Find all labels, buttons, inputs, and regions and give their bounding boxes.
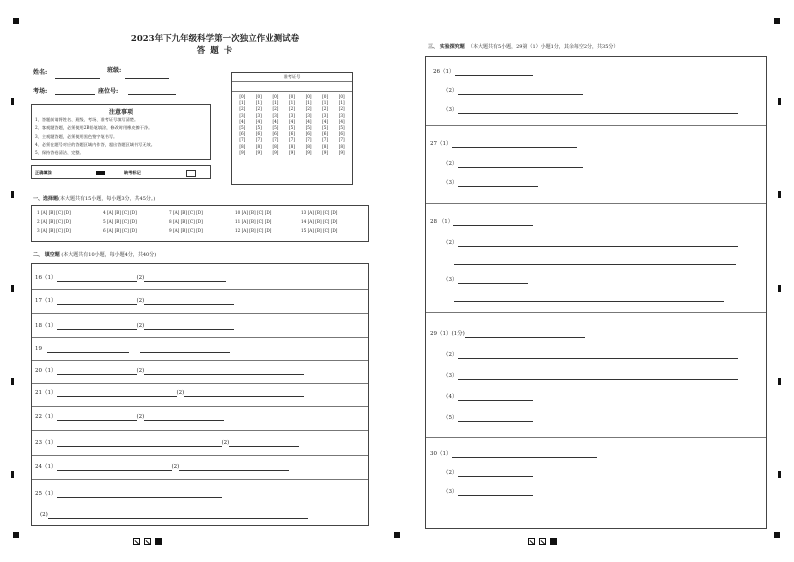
q28-row — [430, 218, 533, 226]
section3-heading: 三、 实验探究题 — [428, 44, 465, 50]
absent-mark-label: 缺考标记 — [124, 170, 141, 175]
part-label: （2） — [443, 470, 458, 476]
exam-id-digit-bubble[interactable]: [2] — [289, 106, 295, 112]
q28-blank3-line2[interactable] — [454, 301, 724, 302]
q26-3-row — [443, 106, 738, 114]
notice-box — [31, 104, 211, 160]
q27-2-row — [443, 160, 583, 168]
part-label: （4） — [443, 394, 458, 400]
exam-id-digit-bubble[interactable]: [7] — [322, 137, 329, 143]
exam-room-field[interactable] — [55, 94, 95, 95]
exam-id-digit-bubble[interactable]: [6] — [289, 131, 295, 137]
page-marker — [528, 531, 557, 550]
exam-id-digit-bubble[interactable]: [5] — [338, 124, 345, 130]
q16-label2: (2) — [136, 275, 145, 281]
q22-blank1[interactable] — [57, 414, 137, 421]
q25-label2: (2) — [40, 512, 48, 518]
timing-mark — [778, 191, 781, 198]
exam-id-digit-bubble[interactable]: [8] — [338, 143, 345, 149]
mcq-question-7[interactable]: 7 [A] [B] [C] [D] — [169, 210, 203, 215]
timing-mark — [778, 98, 781, 105]
q21-label: 21（1） — [35, 390, 57, 396]
q18-row — [35, 322, 234, 330]
q20-label2: (2) — [136, 368, 145, 374]
name-label: 姓名: — [33, 69, 48, 76]
exam-id-digit-bubble[interactable]: [5] — [255, 124, 262, 130]
section2-note: (本大题共有10小题，每小题4分，共40分) — [61, 252, 157, 258]
q22-blank2[interactable] — [144, 414, 224, 421]
exam-id-digit-bubble[interactable]: [3] — [289, 112, 295, 118]
exam-id-digit-bubble[interactable]: [8] — [255, 143, 262, 149]
exam-id-digit-bubble[interactable]: [5] — [305, 124, 312, 130]
exam-id-digit-bubble[interactable]: [1] — [239, 100, 246, 106]
timing-mark — [778, 285, 781, 292]
q22-row — [35, 413, 224, 421]
q25-row — [35, 490, 222, 498]
q27-label: 27（1） — [430, 141, 452, 147]
exam-id-digit-bubble[interactable]: [3] — [305, 112, 312, 118]
section1-heading-line — [33, 195, 155, 202]
exam-id-digit-bubble[interactable]: [0] — [255, 94, 262, 99]
exam-id-digit-bubble[interactable]: [5] — [322, 124, 329, 130]
q24-label: 24（1） — [35, 464, 57, 470]
exam-id-digit-bubble[interactable]: [1] — [289, 100, 295, 106]
exam-id-digit-bubble[interactable]: [6] — [255, 131, 262, 137]
q27-3-row — [443, 179, 538, 187]
exam-id-digit-bubble[interactable]: [3] — [338, 112, 345, 118]
timing-mark — [11, 285, 14, 292]
exam-id-label: 准考证号 — [283, 74, 301, 79]
q29-4-row — [443, 393, 533, 401]
exam-id-digit-bubble[interactable]: [0] — [272, 94, 279, 99]
mcq-question-10[interactable]: 10 [A] [B] [C] [D] — [235, 210, 272, 215]
timing-mark — [778, 471, 781, 478]
exam-id-digit-bubble[interactable]: [8] — [272, 143, 279, 149]
mcq-question-1[interactable]: 1 [A] [B] [C] [D] — [37, 210, 71, 215]
exam-id-digit-bubble[interactable]: [9] — [289, 149, 295, 155]
absent-checkbox[interactable] — [186, 170, 196, 177]
section1-note: (本大题共有15小题，每小题3分，共45分。) — [58, 196, 156, 202]
page-title: 2023年下九年级科学第一次独立作业测试卷 — [130, 34, 300, 44]
q18-blank1[interactable] — [57, 323, 137, 330]
exam-id-digit-bubble[interactable]: [5] — [272, 124, 279, 130]
q18-label: 18（1） — [35, 323, 57, 329]
q29-2-row — [443, 351, 738, 359]
part-label: （3） — [443, 180, 458, 186]
part-label: （3） — [443, 489, 458, 495]
exam-id-digit-bubble[interactable]: [1] — [255, 100, 262, 106]
timing-mark — [11, 471, 14, 478]
corner-mark — [774, 18, 780, 24]
q21-label2: (2) — [176, 390, 185, 396]
exam-id-digit-bubble[interactable]: [4] — [255, 118, 262, 124]
q26-label: 26（1） — [433, 69, 455, 75]
part-label: （2） — [443, 161, 458, 167]
q22-label: 22（1） — [35, 414, 57, 420]
q19-blank1[interactable] — [47, 346, 129, 353]
q30-blank3[interactable] — [458, 489, 533, 496]
exam-id-digit-bubble[interactable]: [8] — [239, 143, 246, 149]
q30-blank1[interactable] — [452, 451, 597, 458]
q18-blank2[interactable] — [144, 323, 234, 330]
q30-row — [430, 450, 597, 458]
q29-blank3[interactable] — [458, 373, 738, 380]
q30-3-row — [443, 488, 533, 496]
exam-id-digit-bubble[interactable]: [6] — [239, 131, 246, 137]
part-label: （5） — [443, 415, 458, 421]
q23-blank2[interactable] — [229, 440, 299, 447]
q28-blank2[interactable] — [458, 240, 738, 247]
corner-mark — [394, 532, 400, 538]
q25b-row — [40, 511, 308, 519]
mcq-question-12[interactable]: 12 [A] [B] [C] [D] — [235, 228, 272, 233]
q16-row — [35, 274, 226, 282]
notice-item: 2、客观题答题，必须使用2B铅笔填涂，修改时用橡皮擦干净。 — [35, 125, 153, 131]
exam-id-digit-bubble[interactable]: [7] — [289, 137, 295, 143]
q28-blank1[interactable] — [453, 219, 533, 226]
corner-mark — [13, 532, 19, 538]
exam-id-digit-bubble[interactable]: [1] — [305, 100, 312, 106]
q20-label: 20（1） — [35, 368, 57, 374]
q21-blank2[interactable] — [184, 390, 304, 397]
mcq-question-13[interactable]: 13 [A] [B] [C] [D] — [301, 210, 338, 215]
exam-id-digit-bubble[interactable]: [4] — [239, 118, 246, 124]
q19-label: 19 — [35, 346, 42, 352]
exam-id-digit-bubble[interactable]: [0] — [289, 94, 295, 99]
part-label: （2） — [443, 88, 458, 94]
q29-label: 29（1）(1分) — [430, 331, 465, 337]
exam-id-digit-bubble[interactable]: [5] — [289, 124, 295, 130]
notice-item: 1、答题前请将姓名、班级、考场、准考证号填写清楚。 — [35, 117, 139, 122]
class-field[interactable] — [125, 78, 169, 79]
notice-item: 5、保持答卷清洁、完整。 — [35, 150, 84, 156]
exam-id-digit-bubble[interactable]: [6] — [338, 131, 345, 137]
timing-mark — [11, 378, 14, 385]
experiment-box — [425, 56, 767, 529]
mcq-question-3[interactable]: 3 [A] [B] [C] [D] — [37, 228, 71, 233]
exam-id-digit-bubble[interactable]: [4] — [272, 118, 279, 124]
q25-blank1[interactable] — [57, 491, 222, 498]
q17-blank2[interactable] — [144, 298, 234, 305]
mcq-question-5[interactable]: 5 [A] [B] [C] [D] — [103, 219, 137, 224]
exam-id-digit-bubble[interactable]: [4] — [289, 118, 295, 124]
q26-blank2[interactable] — [458, 88, 583, 95]
mcq-question-6[interactable]: 6 [A] [B] [C] [D] — [103, 228, 137, 233]
part-label: （3） — [443, 373, 458, 379]
page-subtitle: 答 题 卡 — [196, 46, 234, 56]
q30-label: 30（1） — [430, 451, 452, 457]
q26-blank1[interactable] — [455, 69, 533, 76]
exam-id-digit-bubble[interactable]: [1] — [338, 100, 345, 106]
mcq-grid[interactable] — [37, 210, 367, 237]
exam-id-digit-bubble[interactable]: [2] — [322, 106, 329, 112]
q23-label2: (2) — [221, 440, 230, 446]
exam-id-digit-bubble[interactable]: [2] — [338, 106, 345, 112]
part-label: （2） — [443, 352, 458, 358]
q28-blank3[interactable] — [458, 277, 528, 284]
q29-blank1[interactable] — [465, 331, 585, 338]
exam-id-digit-bubble[interactable]: [7] — [272, 137, 279, 143]
q25-label: 25（1） — [35, 491, 57, 497]
q30-2-row — [443, 469, 533, 477]
mcq-question-11[interactable]: 11 [A] [B] [C] [D] — [235, 219, 272, 224]
name-field[interactable] — [55, 78, 100, 79]
q24-blank2[interactable] — [179, 464, 289, 471]
exam-id-digit-bubble[interactable]: [8] — [322, 143, 329, 149]
exam-id-digit-bubble[interactable]: [3] — [255, 112, 262, 118]
exam-id-digit-bubble[interactable]: [3] — [239, 112, 246, 118]
q26-row — [433, 68, 533, 76]
notice-item: 4、必须在题号对应的答题区域内作答，超出答题区域书写无效。 — [35, 141, 155, 147]
exam-id-digit-bubble[interactable]: [9] — [338, 149, 345, 155]
q26-2-row — [443, 87, 583, 95]
exam-id-digit-bubble[interactable]: [8] — [305, 143, 312, 149]
exam-id-digit-bubble[interactable]: [0] — [338, 94, 345, 99]
exam-id-digit-bubble[interactable]: [0] — [305, 94, 312, 99]
q28-2-row — [443, 239, 738, 247]
part-label: （2） — [443, 240, 458, 246]
q17-row — [35, 297, 234, 305]
q28-label: 28 （1） — [430, 219, 454, 225]
exam-id-digit-bubble[interactable]: [6] — [272, 131, 279, 137]
q27-blank3[interactable] — [458, 180, 538, 187]
q29-row — [430, 330, 585, 338]
q29-blank4[interactable] — [458, 394, 533, 401]
q20-blank1[interactable] — [57, 368, 137, 375]
q23-blank1[interactable] — [57, 440, 222, 447]
fill-sample-box — [31, 165, 211, 179]
q21-blank1[interactable] — [57, 390, 177, 397]
q27-blank2[interactable] — [458, 161, 583, 168]
q28-3-row — [443, 276, 528, 284]
q22-label2: (2) — [136, 414, 145, 420]
section2-heading-line — [33, 251, 156, 258]
exam-id-digit-bubble[interactable]: [2] — [255, 106, 262, 112]
notice-item: 3、主观题答题，必须使用黑色签字笔书写。 — [35, 133, 118, 139]
q27-blank1[interactable] — [452, 141, 577, 148]
corner-mark — [774, 532, 780, 538]
exam-id-digit-bubble[interactable]: [2] — [239, 106, 246, 112]
notice-title: 注意事项 — [108, 109, 133, 116]
seat-label: 座位号: — [98, 88, 119, 95]
q17-label2: (2) — [136, 298, 145, 304]
mcq-question-2[interactable]: 2 [A] [B] [C] [D] — [37, 219, 71, 224]
exam-id-digit-bubble[interactable]: [7] — [305, 137, 312, 143]
section1-heading: 一、选择题 — [33, 196, 59, 202]
exam-id-digit-bubble[interactable]: [1] — [322, 100, 329, 106]
exam-id-digit-bubble[interactable]: [9] — [322, 149, 329, 155]
q24-label2: (2) — [171, 464, 180, 470]
filled-sample — [96, 171, 105, 175]
part-label: （3） — [443, 107, 458, 113]
seat-field[interactable] — [128, 94, 176, 95]
q28-blank2-line2[interactable] — [454, 264, 736, 265]
exam-id-digit-bubble[interactable]: [6] — [305, 131, 312, 137]
mcq-question-9[interactable]: 9 [A] [B] [C] [D] — [169, 228, 203, 233]
q29-3-row — [443, 372, 738, 380]
mcq-question-8[interactable]: 8 [A] [B] [C] [D] — [169, 219, 203, 224]
exam-id-digit-bubble[interactable]: [3] — [322, 112, 329, 118]
exam-id-digit-bubble[interactable]: [2] — [272, 106, 279, 112]
q19-blank2[interactable] — [140, 346, 230, 353]
exam-id-digit-bubble[interactable]: [3] — [272, 112, 279, 118]
class-label: 班级: — [107, 67, 122, 74]
q25-blank2[interactable] — [48, 512, 308, 519]
part-label: （3） — [443, 277, 458, 283]
q17-label: 17（1） — [35, 298, 57, 304]
exam-id-digit-bubble[interactable]: [9] — [255, 149, 262, 155]
exam-id-digit-bubble[interactable]: [7] — [338, 137, 345, 143]
section3-heading-line — [428, 43, 618, 50]
timing-mark — [11, 98, 14, 105]
q26-blank3[interactable] — [458, 107, 738, 114]
exam-id-digit-bubble[interactable]: [0] — [239, 94, 246, 99]
q16-blank2[interactable] — [144, 275, 226, 282]
q20-blank2[interactable] — [144, 368, 304, 375]
exam-id-digit-bubble[interactable]: [9] — [305, 149, 312, 155]
q27-row — [430, 140, 577, 148]
page-marker — [133, 531, 162, 550]
exam-id-digit-bubble[interactable]: [7] — [255, 137, 262, 143]
exam-id-digit-bubble[interactable]: [0] — [322, 94, 329, 99]
exam-id-box — [231, 72, 353, 185]
q29-blank5[interactable] — [458, 415, 533, 422]
timing-mark — [778, 378, 781, 385]
mcq-question-14[interactable]: 14 [A] [B] [C] [D] — [301, 219, 338, 224]
q19-row — [35, 345, 230, 353]
exam-id-digit-bubble[interactable]: [7] — [239, 137, 246, 143]
q17-blank1[interactable] — [57, 298, 137, 305]
q24-blank1[interactable] — [57, 464, 172, 471]
exam-id-digit-bubble[interactable]: [2] — [305, 106, 312, 112]
q23-label: 23（1） — [35, 440, 57, 446]
corner-mark — [13, 18, 19, 24]
q29-blank2[interactable] — [458, 352, 738, 359]
mcq-question-15[interactable]: 15 [A] [B] [C] [D] — [301, 228, 338, 233]
exam-id-digit-bubble[interactable]: [4] — [338, 118, 345, 124]
q16-label: 16（1） — [35, 275, 57, 281]
correct-fill-label: 正确填涂 — [35, 170, 52, 175]
q21-row — [35, 389, 304, 397]
q23-row — [35, 439, 299, 447]
q30-blank2[interactable] — [458, 470, 533, 477]
q16-blank1[interactable] — [57, 275, 137, 282]
q29-5-row — [443, 414, 533, 422]
exam-id-digit-bubble[interactable]: [4] — [322, 118, 329, 124]
exam-id-digit-bubble[interactable]: [8] — [289, 143, 295, 149]
mcq-box — [31, 205, 369, 242]
section3-note: （本大题共有5小题，29第（1）小题1分，其余每空2分，共35分） — [467, 44, 619, 50]
exam-room-label: 考场: — [33, 88, 48, 95]
exam-id-digit-bubble[interactable]: [5] — [239, 124, 246, 130]
q20-row — [35, 367, 304, 375]
exam-id-grid[interactable] — [234, 94, 350, 155]
mcq-question-4[interactable]: 4 [A] [B] [C] [D] — [103, 210, 137, 215]
exam-id-digit-bubble[interactable]: [9] — [239, 149, 246, 155]
q18-label2: (2) — [136, 323, 145, 329]
exam-id-digit-bubble[interactable]: [4] — [305, 118, 312, 124]
section2-heading: 二、 填空题 — [33, 252, 60, 258]
exam-id-digit-bubble[interactable]: [6] — [322, 131, 329, 137]
timing-mark — [11, 191, 14, 198]
exam-id-digit-bubble[interactable]: [1] — [272, 100, 279, 106]
q24-row — [35, 463, 289, 471]
exam-id-digit-bubble[interactable]: [9] — [272, 149, 279, 155]
